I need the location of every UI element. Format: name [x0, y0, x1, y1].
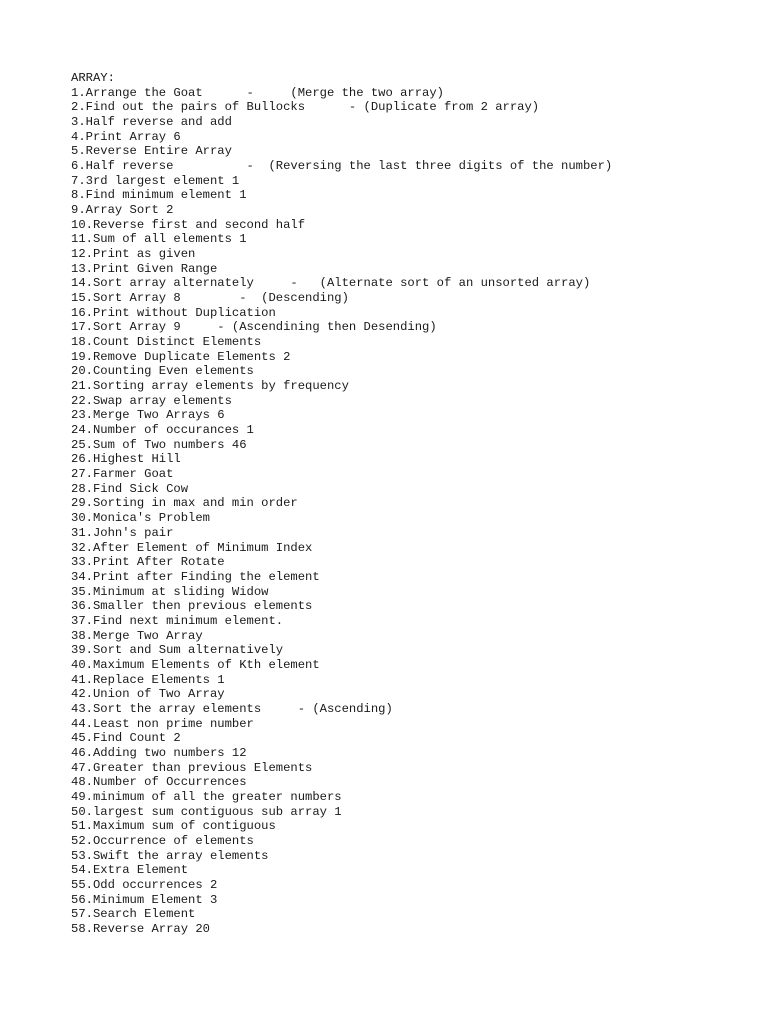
list-item: 27.Farmer Goat — [71, 467, 174, 482]
list-item: 58.Reverse Array 20 — [71, 921, 210, 936]
list-item: 11.Sum of all elements 1 — [71, 232, 247, 247]
list-item: 31.John's pair — [71, 525, 174, 540]
list-item: 7.3rd largest element 1 — [71, 173, 240, 188]
problem-list — [71, 86, 751, 937]
document-heading: ARRAY: — [71, 71, 115, 85]
list-item: 45.Find Count 2 — [71, 731, 181, 746]
list-item: 35.Minimum at sliding Widow — [71, 584, 269, 599]
list-item: 29.Sorting in max and min order — [71, 496, 298, 511]
list-item: 14.Sort array alternately - (Alternate sort of an unsorted array) — [71, 276, 591, 291]
list-item: 9.Array Sort 2 — [71, 203, 174, 218]
list-item: 12.Print as given — [71, 247, 196, 262]
list-item: 56.Minimum Element 3 — [71, 892, 218, 907]
document-page — [71, 71, 751, 937]
list-item: 38.Merge Two Array — [71, 628, 203, 643]
list-item: 19.Remove Duplicate Elements 2 — [71, 349, 291, 364]
list-item: 41.Replace Elements 1 — [71, 672, 225, 687]
list-item: 8.Find minimum element 1 — [71, 188, 247, 203]
list-item: 4.Print Array 6 — [71, 129, 181, 144]
list-item: 57.Search Element — [71, 907, 196, 922]
list-item: 15.Sort Array 8 - (Descending) — [71, 291, 349, 306]
list-item: 48.Number of Occurrences — [71, 775, 247, 790]
list-item: 34.Print after Finding the element — [71, 569, 320, 584]
list-item: 28.Find Sick Cow — [71, 481, 189, 496]
list-item: 32.After Element of Minimum Index — [71, 540, 313, 555]
list-item: 30.Monica's Problem — [71, 511, 210, 526]
list-item: 5.Reverse Entire Array — [71, 144, 232, 159]
list-item: 10.Reverse first and second half — [71, 217, 306, 232]
list-item: 50.largest sum contiguous sub array 1 — [71, 804, 342, 819]
list-item: 36.Smaller then previous elements — [71, 599, 313, 614]
list-item: 37.Find next minimum element. — [71, 613, 284, 628]
list-item: 55.Odd occurrences 2 — [71, 877, 218, 892]
list-item: 22.Swap array elements — [71, 393, 232, 408]
list-item: 13.Print Given Range — [71, 261, 218, 276]
list-item: 23.Merge Two Arrays 6 — [71, 408, 225, 423]
list-item: 53.Swift the array elements — [71, 848, 269, 863]
list-item: 39.Sort and Sum alternatively — [71, 643, 284, 658]
list-item: 46.Adding two numbers 12 — [71, 745, 247, 760]
list-item: 54.Extra Element — [71, 863, 189, 878]
list-item: 43.Sort the array elements - (Ascending) — [71, 701, 393, 716]
list-item: 51.Maximum sum of contiguous — [71, 819, 276, 834]
list-item: 25.Sum of Two numbers 46 — [71, 437, 247, 452]
list-item: 52.Occurrence of elements — [71, 833, 254, 848]
list-item: 47.Greater than previous Elements — [71, 760, 313, 775]
list-item: 42.Union of Two Array — [71, 687, 225, 702]
list-item: 33.Print After Rotate — [71, 555, 225, 570]
list-item: 18.Count Distinct Elements — [71, 335, 262, 350]
list-item: 6.Half reverse - (Reversing the last three digits of the number) — [71, 159, 613, 174]
list-item: 17.Sort Array 9 - (Ascendining then Desending) — [71, 320, 437, 335]
list-item: 40.Maximum Elements of Kth element — [71, 657, 320, 672]
list-item: 49.minimum of all the greater numbers — [71, 789, 342, 804]
list-item: 44.Least non prime number — [71, 716, 254, 731]
list-item: 21.Sorting array elements by frequency — [71, 379, 349, 394]
list-item: 24.Number of occurances 1 — [71, 423, 254, 438]
list-item: 1.Arrange the Goat - (Merge the two array) — [71, 85, 444, 100]
list-item: 16.Print without Duplication — [71, 305, 276, 320]
list-item: 3.Half reverse and add — [71, 115, 232, 130]
list-item: 26.Highest Hill — [71, 452, 181, 467]
list-item: 20.Counting Even elements — [71, 364, 254, 379]
list-item: 2.Find out the pairs of Bullocks - (Duplicate from 2 array) — [71, 100, 540, 115]
